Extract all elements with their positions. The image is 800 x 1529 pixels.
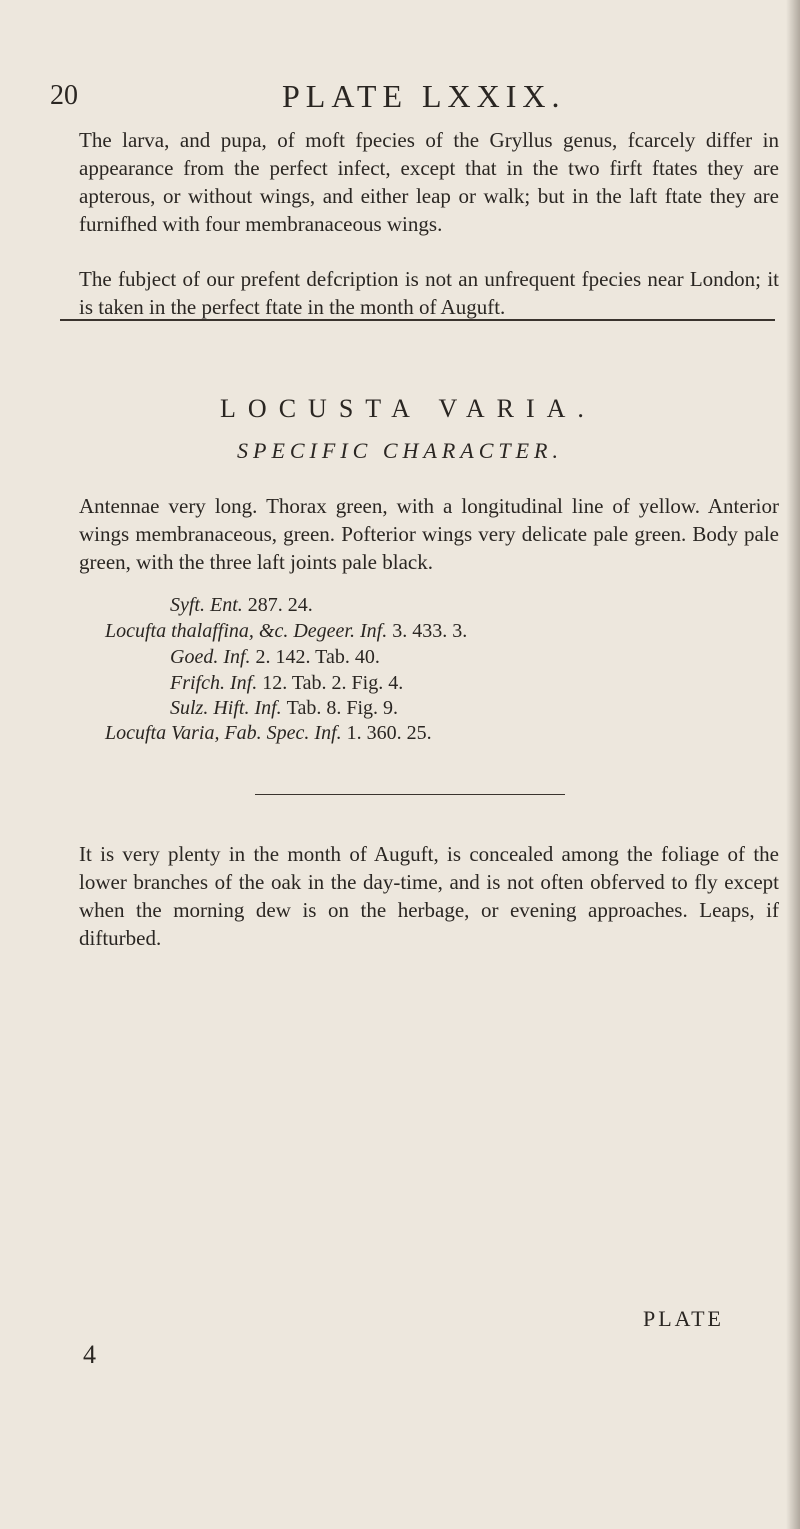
reference-line: Locufta Varia, Fab. Spec. Inf. 1. 360. 25. — [105, 722, 432, 744]
remarks-paragraph: It is very plenty in the month of Auguft, is concealed among the foliage of the lower branches of the oak in the day-time, and is not often obferved to fly except when the morning dew is on the herbage, or evening approaches. Leaps, if difturbed. — [79, 842, 779, 950]
short-divider — [255, 794, 565, 795]
reference-line: Goed. Inf. 2. 142. Tab. 40. — [170, 646, 380, 668]
page-header — [50, 80, 750, 120]
signature-mark: 4 — [83, 1340, 96, 1369]
reference-line: Frifch. Inf. 12. Tab. 2. Fig. 4. — [170, 672, 404, 694]
species-description: Antennae very long. Thorax green, with a longitudinal line of yellow. Anterior wings membranaceous, green. Pofterior wings very delicate pale green. Body pale green, with the three laft joints pale black. — [79, 494, 779, 574]
reference-line: Sulz. Hift. Inf. Tab. 8. Fig. 9. — [170, 697, 399, 719]
catchword: PLATE — [643, 1306, 724, 1331]
reference-line: Locufta thalaffina, &c. Degeer. Inf. 3. 433. 3. — [105, 620, 468, 642]
intro-paragraph-2: The fubject of our prefent defcription is not an unfrequent fpecies near London; it is taken in the perfect ftate in the month of Auguft. — [79, 267, 779, 319]
species-name: LOCUSTA VARIA. — [220, 394, 596, 423]
specific-character-heading: SPECIFIC CHARACTER. — [237, 438, 563, 463]
page-edge-shadow — [786, 0, 800, 1529]
section-divider — [60, 319, 775, 321]
intro-paragraph-1: The larva, and pupa, of moft fpecies of the Gryllus genus, fcarcely differ in appearance from the perfect infect, except that in the two firft ftates they are apterous, or without wings, and either leap or walk; but in the laft ftate they are furnifhed with four membranaceous wings. — [79, 128, 779, 236]
reference-line: Syft. Ent. 287. 24. — [170, 594, 313, 616]
page-number: 20 — [50, 80, 78, 111]
plate-title: PLATE LXXIX. — [282, 78, 566, 114]
